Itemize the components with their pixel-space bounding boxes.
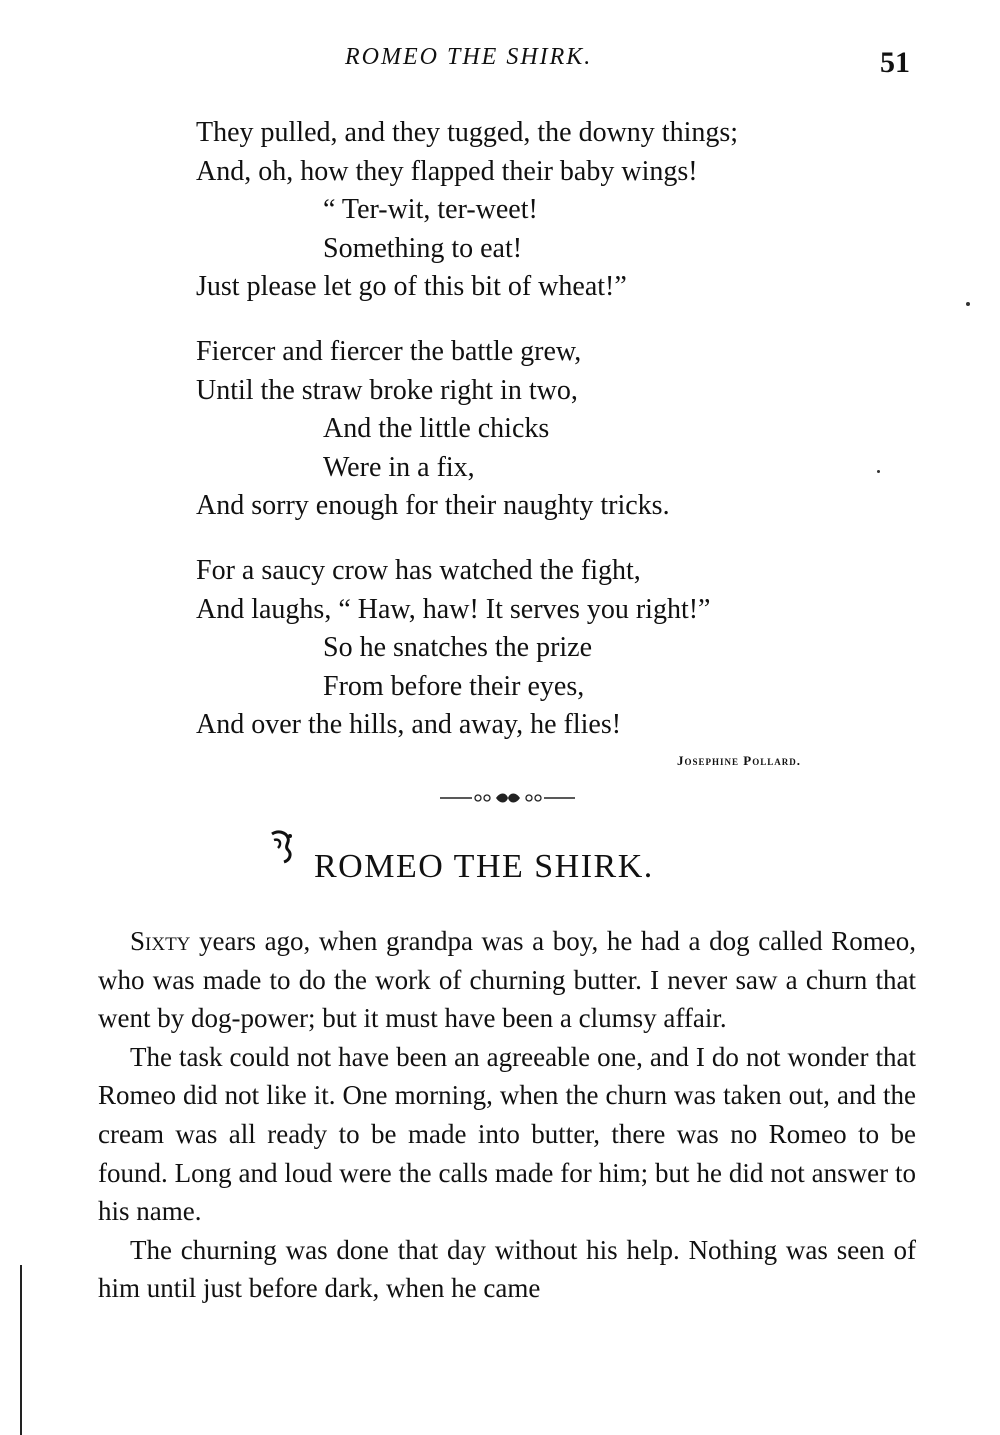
printer-flourish-icon — [268, 828, 298, 866]
poem-line: “ Ter-wit, ter-weet! — [323, 194, 538, 226]
story-paragraph — [98, 1231, 916, 1308]
paragraph-lead-word: Sixty — [130, 926, 191, 956]
poem — [0, 114, 1000, 771]
poem-line: Fiercer and fiercer the battle grew, — [196, 335, 582, 367]
poem-line: And the little chicks — [323, 413, 550, 445]
poem-line: Just please let go of this bit of wheat!” — [196, 271, 627, 303]
poem-line: And over the hills, and away, he flies! — [196, 709, 622, 741]
paragraph-text: The churning was done that day without his help. Nothing was seen of him until just before dark, when he came — [98, 1234, 916, 1304]
story-title: ROMEO THE SHIRK. — [314, 848, 654, 885]
poem-stanza — [0, 333, 1000, 526]
poem-line: So he snatches the prize — [323, 632, 593, 664]
poem-attribution: Josephine Pollard. — [677, 753, 801, 768]
poem-line: Were in a fix, — [323, 451, 475, 483]
print-speck — [877, 470, 880, 473]
paragraph-text: years ago, when grandpa was a boy, he had a dog called Romeo, who was made to do the work of churning butter. I never saw a churn that went by dog-power; but it must have been a clumsy affair. — [98, 926, 916, 1034]
running-title: ROMEO THE SHIRK. — [345, 44, 593, 70]
poem-line: For a saucy crow has watched the fight, — [196, 554, 641, 586]
story-body — [98, 922, 916, 1308]
print-speck — [966, 302, 970, 306]
poem-stanza — [0, 114, 1000, 307]
poem-line: And, oh, how they flapped their baby wings! — [196, 155, 698, 187]
poem-line: Until the straw broke right in two, — [196, 374, 578, 406]
margin-rule — [20, 1265, 22, 1435]
paragraph-text: The task could not have been an agreeable one, and I do not wonder that Romeo did not like it. One morning, when the churn was taken out, and the cream was all ready to be made into butter, there was no Romeo to be found. Long and loud were the calls made for him; but he did not answer to his name. — [98, 1041, 916, 1227]
page-number: 51 — [880, 46, 910, 79]
poem-line: And sorry enough for their naughty tricks. — [196, 490, 670, 522]
poem-line: Something to eat! — [323, 232, 523, 264]
poem-line: They pulled, and they tugged, the downy things; — [196, 117, 739, 148]
story-paragraph — [98, 922, 916, 1038]
poem-line: And laughs, “ Haw, haw! It serves you right!” — [196, 593, 711, 625]
ornamental-divider-icon — [440, 788, 575, 808]
poem-line: From before their eyes, — [323, 670, 585, 702]
running-head — [0, 44, 1000, 84]
poem-stanza — [0, 552, 1000, 745]
story-paragraph — [98, 1038, 916, 1231]
